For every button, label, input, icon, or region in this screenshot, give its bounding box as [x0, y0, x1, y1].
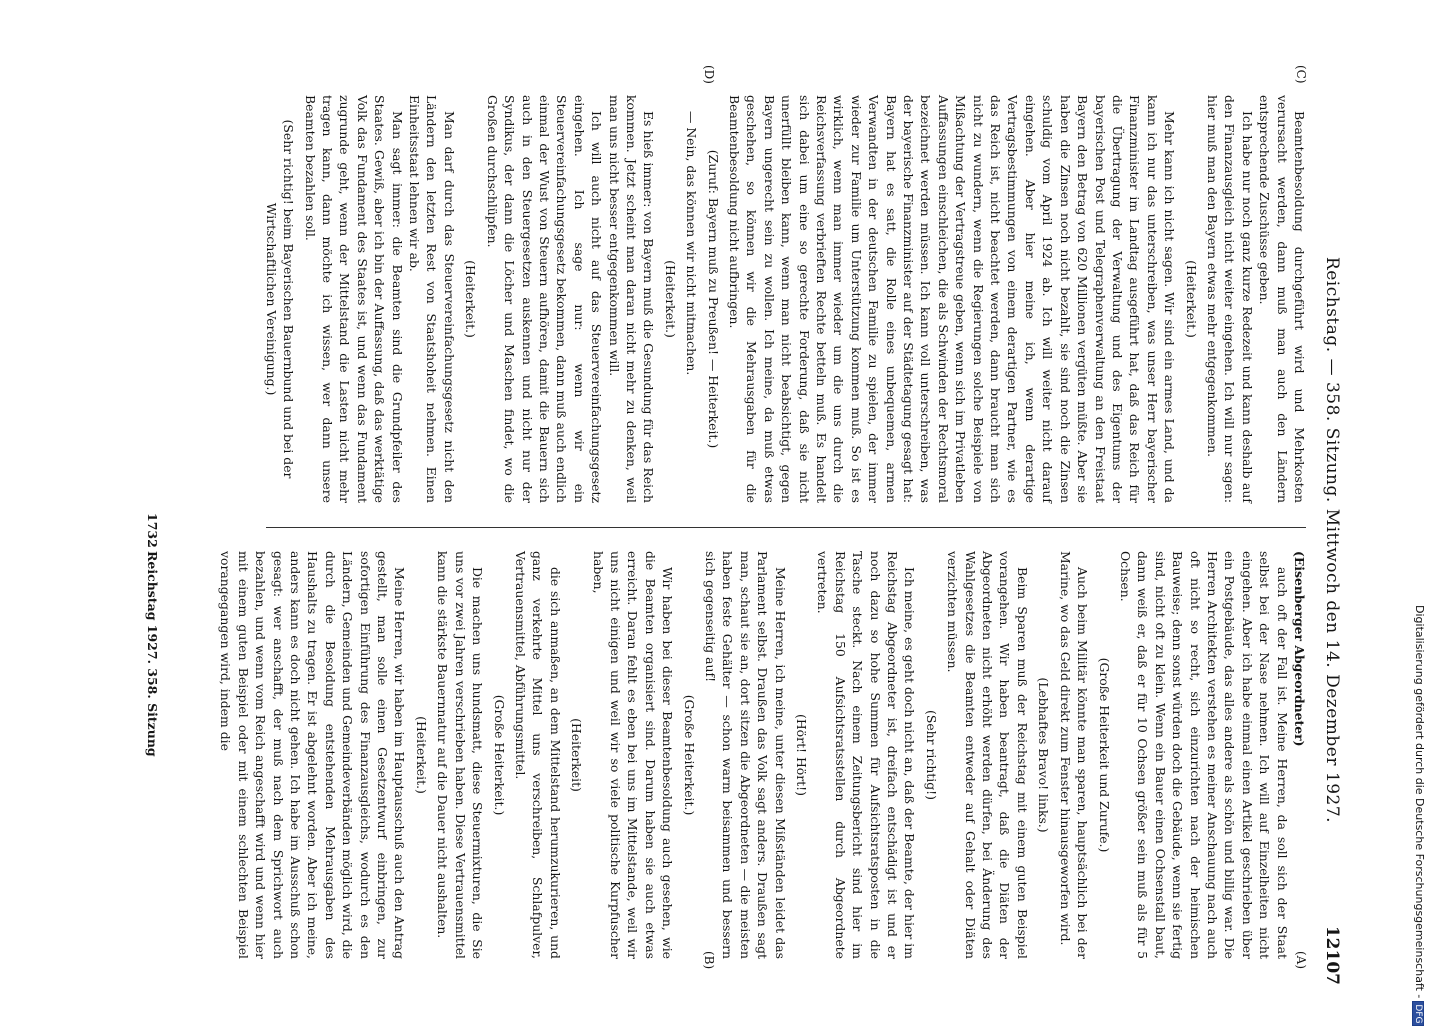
margin-mark-a: (A)	[1294, 951, 1308, 970]
page-header	[1316, 95, 1346, 985]
interjection: (Lebhaftes Bravo! links.)	[1036, 677, 1052, 833]
speaker-role: Abgeordneter)	[1292, 645, 1307, 747]
paragraph: Es hieß immer: von Bayern muß die Gesundung für das Reich kommen. Jetzt scheint man daran nicht mehr zu denken, weil man uns nicht besser entgegenkommen will.	[606, 95, 657, 503]
interjection: (Heiterkeit.)	[413, 716, 429, 794]
paragraph: Beamtenbesoldung durchgeführt wird und Mehrkosten verursacht werden, dann muß man auch den Ländern entsprechende Zuschüsse geben.	[1257, 95, 1307, 503]
page-number: 12107	[1322, 925, 1342, 985]
right-column	[258, 95, 1308, 503]
paragraph: Meine Herren, wir haben im Hauptausschuß auch den Antrag gestellt, man solle einen Gesetzentwurf einbringen, zur sofortigen Einführung des Finanzausgleichs, wodurch es den Ländern, Gemeinden und Gemeindeverbänden möglich wird, die durch die Besoldung entstehenden Mehrausgaben des Haushalts zu tragen. Er ist abgelehnt worden. Aber ich meine, anders kann es doch nicht gehen. Ich habe im Ausschuß schon gesagt: wer anschafft, der muß nach dem Sprichwort auch bezahlen, und wenn vom Reich angeschafft wird und wenn hier mit einem guten Beispiel oder mit einem schlechten Beispiel vorangegangen wird, indem die	[218, 551, 408, 959]
footer-page-number: 1732	[145, 513, 160, 548]
interjection: (Heiterkeit.)	[1183, 260, 1199, 338]
interjection: (Sehr richtig!)	[923, 710, 939, 800]
margin-mark-d: (D)	[702, 65, 716, 84]
interjection: (Heiterkeit)	[569, 718, 585, 792]
page-title: Reichstag. — 358. Sitzung. Mittwoch den 14. Dezember 1927.	[1322, 256, 1342, 824]
interjection: (Zuruf: Bayern muß zu Preußen! — Heiterkeit.)	[705, 149, 721, 449]
interjection: (Heiterkeit.)	[463, 260, 479, 338]
column-divider	[266, 527, 1306, 528]
footer-session: Reichstag 1927. 358. Sitzung	[145, 551, 160, 757]
paragraph: Ich habe nur noch ganz kurze Redezeit und kann deshalb auf den Finanzausgleich nicht weiter eingehen. Ich will nur sagen: hier muß man den Bayern etwas mehr entgegenkommen.	[1204, 95, 1255, 503]
speaker-name: (Eisenberger	[1292, 551, 1307, 642]
paragraph: Man sagt immer: die Beamten sind die Grundpfeiler des Staates. Gewiß, aber ich bin der Auffassung, daß das werktätige Volk das Fundament des Staates ist, und wenn das Fundament zugrunde geht, wenn der Mittelstand die Lasten nicht mehr tragen kann, dann möchte ich wissen, wer dann unsere Beamten bezahlen soll.	[302, 95, 405, 503]
paragraph: — Nein, das können wir nicht mitmachen.	[684, 111, 700, 376]
interjection: (Große Heiterkeit.)	[681, 694, 697, 816]
left-column	[217, 551, 1308, 959]
interjection: (Sehr richtig! beim Bayerischen Bauernbund und bei der Wirtschaftlichen Vereinigung.)	[263, 119, 297, 479]
document-page	[96, 65, 1346, 985]
interjection: (Große Heiterkeit.)	[491, 694, 507, 816]
paragraph: Mehr kann ich nicht sagen. Wir sind ein armes Land, und da kann ich nur das unterschreiben, was unser Herr bayerischer Finanzminister im Landtag ausgeführt hat, daß das Reich für die Übertragung der Verwaltung und des Eigentums der bayerischen Post und Telegraphenverwaltung an den Freistaat Bayern den Betrag von 620 Millionen vergüten müßte. Aber sie haben die Zinsen noch nicht bezahlt, sie sind noch die Zinsen schuldig vom April 1924 ab. Ich will weiter nicht darauf eingehen. Aber hier meine ich, wenn derartige Vertragsbestimmungen von einem derartigen Partner, wie es das Reich ist, nicht beachtet werden, dann braucht man sich nicht zu wundern, wenn die Regierungen solche Beispiele von Mißachtung der Vertragstreue geben, wenn sich im Privatleben Auffassungen einschleichen, die als Schwinden der Rechtsmoral bezeichnet werden müssen. Ich kann voll unterschreiben, was der bayerische Finanzminister auf der Städtetagung gesagt hat: Bayern hat es satt, die Rolle eines unbequemen, armen Verwandten in der deutschen Familie zu spielen, der immer wieder zur Familie um Unterstützung kommen muß. So ist es wirklich, wenn man immer wieder um die uns durch die Reichsverfassung verbrieften Rechte betteln muß. Es handelt sich dabei um eine so gerechte Forderung, daß sie nicht unerfüllt bleiben kann, wenn man nicht beabsichtigt, gegen Bayern ungerecht sein zu wollen. Ich meine, da muß etwas geschehen, so können wir die Mehrausgaben für die Beamtenbesoldung nicht aufbringen.	[727, 95, 1178, 503]
paragraph: Beim Sparen muß der Reichstag mit einem guten Beispiel vorangehen. Wir haben beantragt, daß die Diäten der Abgeordneten nicht erhöht werden dürfen, bei Änderung des Wahlgesetzes die Beamten entweder auf Gehalt oder Diäten verzichten müssen.	[945, 551, 1030, 959]
paragraph: Auch beim Militär könnte man sparen, hauptsächlich bei der Marine, wo das Geld direkt zum Fenster hinausgeworfen wird.	[1057, 551, 1091, 959]
paragraph: Die machen uns hundsmatt, diese Steuermixturen, die Sie uns vor zwei Jahren verschrieben haben. Diese Vertrauensmittel kann die stärkste Bauernnatur auf die Dauer nicht aushalten.	[435, 551, 486, 959]
credit-text: Digitalisierung gefördert durch die Deutsche Forschungsgemeinschaft -	[1413, 605, 1426, 999]
digitization-credit	[1412, 605, 1426, 1026]
speaker-line	[1291, 551, 1308, 959]
paragraph: auch oft der Fall ist. Meine Herren, da soll sich der Staat selbst bei der Nase nehmen. Ich will auf Einzelheiten nicht eingehen. Aber ich habe einmal einen Artikel geschrieben über ein Postgebäude, das alles andere als schön und billig war. Die Herren Architekten verstehen es meiner Anschauung nach auch oft nicht so recht, sich einzurichten nach der heimischen Bauweise; denn sonst würden doch die Gebäude, wenn sie fertig sind, nicht oft zu klein. Wenn ein Bauer einen Ochsenstall baut, dann weiß er, daß er für 10 Ochsen größer sein muß als für 5 Ochsen.	[1117, 551, 1290, 959]
margin-mark-c: (C)	[1294, 65, 1308, 84]
margin-mark-b: (B)	[702, 951, 716, 970]
paragraph: Ich will auch nicht auf das Steuervereinfachungsgesetz eingehen. Ich sage nur: wenn wir ein Steuervereinfachungsgesetz bekommen, dann muß auch endlich einmal der Wust von Steuern aufhören, damit die Bauern sich auch in den Steuergesetzen auskennen und nicht nur der Syndikus, der dann die Löcher und Maschen findet, wo die Großen durchschlüpfen.	[484, 95, 605, 503]
page-footer	[138, 95, 160, 985]
paragraph: Man darf durch das Steuervereinfachungsgesetz nicht den Ländern den letzten Rest von Staatshoheit nehmen. Einen Einheitsstaat lehnen wir ab.	[407, 95, 457, 503]
interjection: (Hört! Hört!)	[794, 714, 810, 796]
dfg-logo: DFG	[1412, 1001, 1424, 1026]
interjection: (Heiterkeit.)	[662, 260, 678, 338]
paragraph: die sich anmaßen, an dem Mittelstand herumzukurieren, und ganz verkehrte Mittel uns verschreiben, Schlafpulver, Vertrauensmittel, Abführungsmittel.	[512, 551, 563, 959]
paragraph: Ich meine, es geht doch nicht an, daß der Beamte, der hier im Reichstag Abgeordneter ist, dreifach entschädigt ist und er noch dazu so hohe Summen für Aufsichtsratsposten in die Tasche steckt. Nach einem Zeitungsbericht sind hier im Reichstag 150 Aufsichtsratsstellen durch Abgeordnete vertreten.	[815, 551, 918, 959]
paragraph: Meine Herren, ich meine, unter diesen Mißständen leidet das Parlament selbst. Draußen das Volk sagt anders. Draußen sagt man, schaut sie an, dort sitzen die Abgeordneten — die meisten haben feste Gehälter — schon warm beisammen und bessern sich gegenseitig auf!	[703, 551, 788, 959]
paragraph: Wir haben bei dieser Beamtenbesoldung auch gesehen, wie die Beamten organisiert sind. Darum haben sie auch etwas erreicht. Daran fehlt es eben bei uns im Mittelstande, weil wir uns nicht einigen und weil wir so viele politische Kurpfuscher haben,	[590, 551, 676, 959]
interjection: (Große Heiterkeit und Zurufe.)	[1096, 657, 1112, 853]
